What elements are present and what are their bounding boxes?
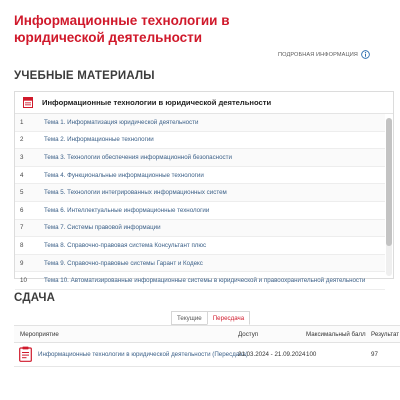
info-icon [361,50,370,59]
topic-number: 10 [20,277,27,285]
topic-row[interactable] [15,167,385,185]
topic-link[interactable]: Тема 3. Технологии обеспечения информационной безопасности [44,153,232,161]
column-access: Доступ [238,331,259,338]
materials-heading: УЧЕБНЫЕ МАТЕРИАЛЫ [14,70,155,82]
topic-row[interactable] [15,202,385,220]
column-activity: Мероприятие [20,331,59,338]
topic-link[interactable]: Тема 7. Системы правовой информации [44,224,161,232]
topic-link[interactable]: Тема 4. Функциональные информационные технологии [44,171,204,179]
topic-row[interactable] [15,132,385,150]
details-link[interactable] [278,50,370,59]
topic-link[interactable]: Тема 10. Автоматизированные информационные системы в юридической и правоохранительной деятельности [44,277,366,285]
topic-row[interactable] [15,220,385,238]
topic-number: 4 [20,171,24,179]
clipboard-icon [19,346,32,362]
topic-number: 6 [20,206,24,214]
course-title: Информационные технологии в юридической деятельности [42,98,272,107]
topic-row[interactable] [15,272,385,290]
table-header [14,325,400,343]
topic-link[interactable]: Тема 9. Справочно-правовые системы Гарант и Кодекс [44,259,203,267]
topic-number: 9 [20,259,24,267]
topic-row[interactable] [15,149,385,167]
topic-row[interactable] [15,114,385,132]
column-result: Результат [371,331,400,338]
tab-current[interactable]: Текущие [171,311,207,325]
book-icon [23,97,33,108]
topic-number: 5 [20,189,24,197]
materials-card [14,91,394,285]
page-title: Информационные технологии в юридической деятельности [14,13,230,45]
activity-link[interactable]: Информационные технологии в юридической деятельности (Пересдача) [38,351,248,358]
topic-number: 1 [20,118,24,126]
result-value: 97 [371,351,378,358]
column-max-score: Максимальный балл [306,331,366,338]
submission-tabs [171,311,250,325]
topic-row[interactable] [15,255,385,273]
topic-number: 8 [20,241,24,249]
topic-link[interactable]: Тема 6. Интеллектуальные информационные технологии [44,206,210,214]
topic-row[interactable] [15,184,385,202]
access-period: 21.03.2024 - 21.09.2024 [238,351,306,358]
topic-row[interactable] [15,237,385,255]
topic-number: 2 [20,136,24,144]
topic-number: 3 [20,153,24,161]
topic-link[interactable]: Тема 5. Технологии интегрированных информационных систем [44,189,227,197]
topic-link[interactable]: Тема 1. Информатизация юридической деятельности [44,118,199,126]
topic-link[interactable]: Тема 8. Справочно-правовая система Консультант плюс [44,241,207,249]
course-header[interactable] [15,92,393,114]
details-link-label: ПОДРОБНАЯ ИНФОРМАЦИЯ [278,51,358,58]
topic-link[interactable]: Тема 2. Информационные технологии [44,136,154,144]
topic-number: 7 [20,224,24,232]
topic-list [15,114,385,290]
submission-heading: СДАЧА [14,292,56,304]
scrollbar-thumb[interactable] [386,118,392,246]
max-score-value: 100 [306,351,317,358]
tab-resubmitted[interactable]: Пересдача [207,311,250,325]
scrollbar-track[interactable] [386,118,392,276]
table-row [14,343,400,367]
